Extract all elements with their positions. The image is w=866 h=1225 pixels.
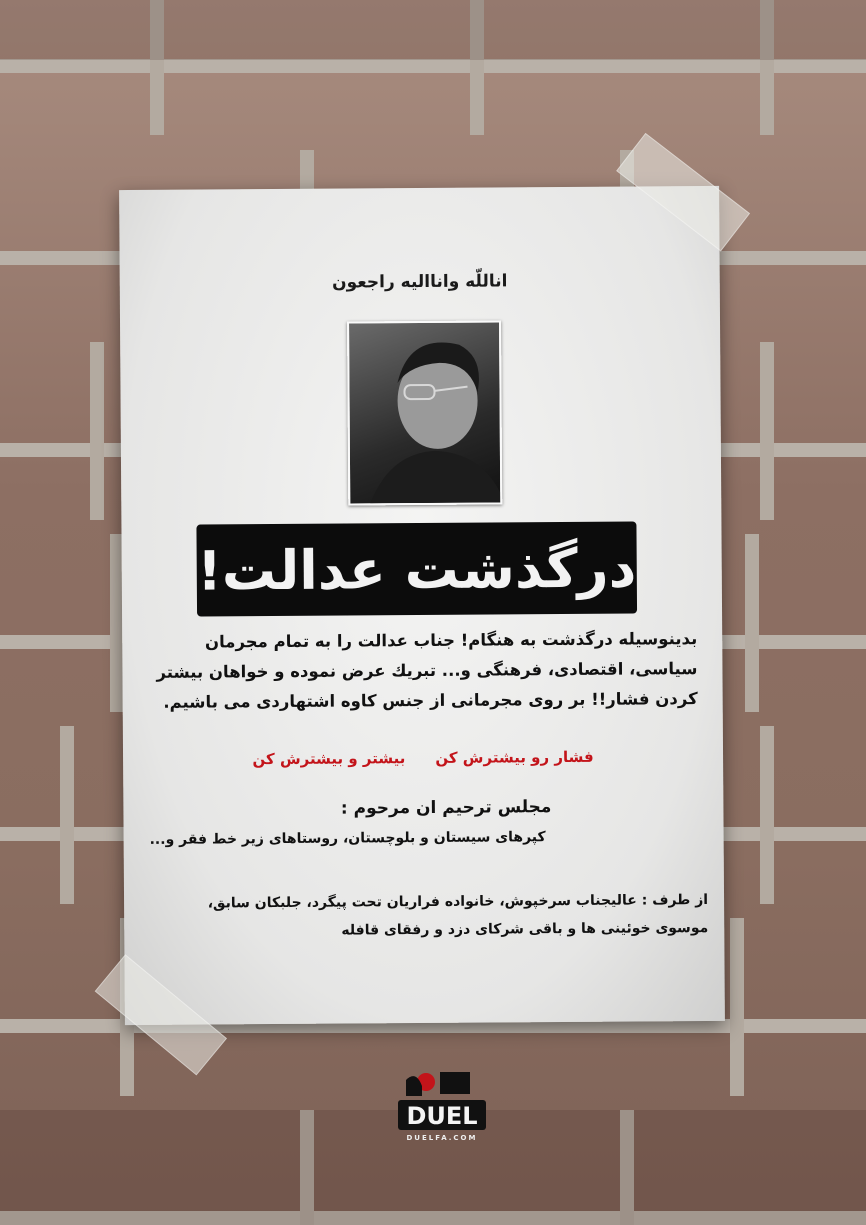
- announcement-line-3: كردن فشار!! بر روى مجرمانى از جنس كاوه اشتهاردى مى باشيم.: [163, 689, 698, 712]
- poster-paper: [119, 186, 725, 1025]
- logo-text: DUEL: [406, 1102, 478, 1130]
- title-banner: [196, 522, 637, 617]
- from-line-1: از طرف : عاليجناب سرخپوش، خانواده فراريان تحت پيگرد، جلبكان سابق،: [207, 892, 709, 912]
- from-line-2: موسوى خوئينى ها و باقى شركاى دزد و رفقاى قافله: [341, 920, 709, 939]
- poster-header: اناللّه وانااليه راجعون: [332, 271, 508, 293]
- banner-title: درگذشت عدالت!: [196, 536, 637, 603]
- memorial-title: مجلس ترحيم ان مرحوم :: [340, 797, 552, 819]
- logo-site: DUELFA.COM: [406, 1134, 478, 1142]
- slogan-1: فشار رو بيشترش كن: [435, 747, 594, 767]
- announcement-line-2: سياسى، اقتصادى، فرهنگى و... تبريك عرض نموده و خواهان بيشتر: [156, 659, 698, 682]
- announcement-line-1: بدينوسيله درگذشت به هنگام! جناب عدالت را به تمام مجرمان: [204, 629, 698, 652]
- slogan-row: [223, 748, 623, 769]
- from-section: [148, 886, 708, 946]
- portrait-photo: [347, 320, 502, 505]
- portrait-silhouette: [349, 322, 500, 503]
- duel-logo-icon: [396, 1066, 488, 1136]
- slogan-2: بيشتر و بيشترش كن: [252, 749, 406, 769]
- announcement-text: [152, 624, 698, 718]
- memorial-place: كپرهاى سيستان و بلوچستان، روستاهاى زير خط فقر و...: [149, 829, 546, 848]
